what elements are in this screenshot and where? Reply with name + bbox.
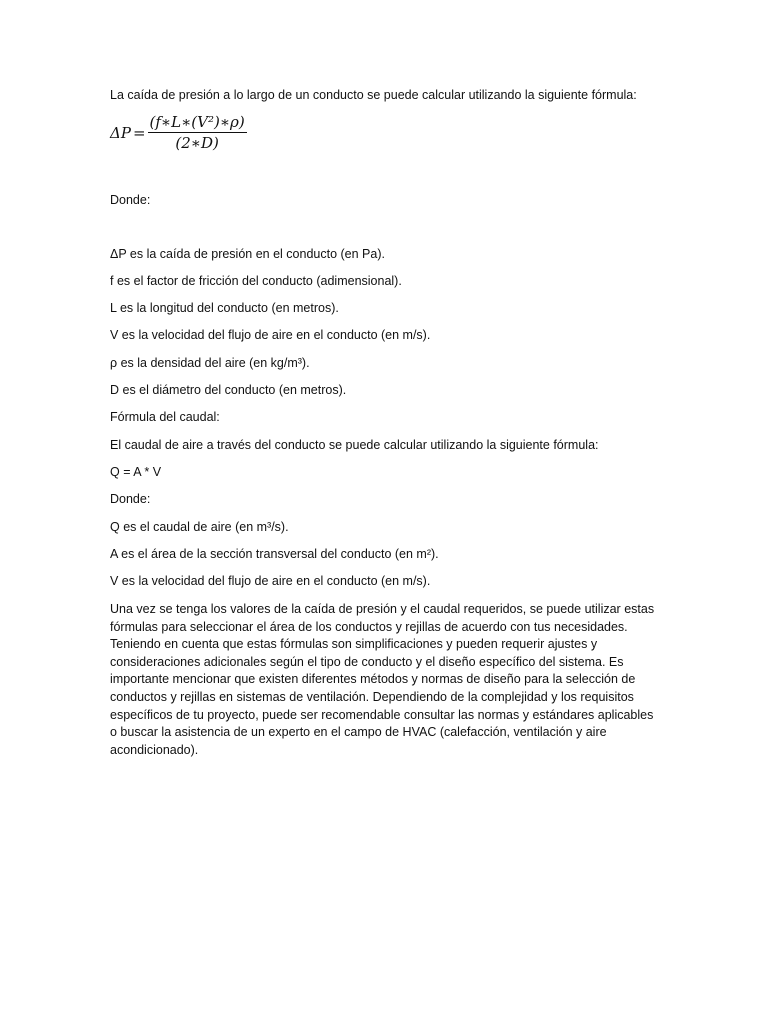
closing-paragraph: Una vez se tenga los valores de la caída de presión y el caudal requeridos, se puede utilizar estas fórmulas para seleccionar el área de los conductos y rejillas de acuerdo con tus necesidades. Teniendo en cuenta que estas fórmulas son simplificaciones y pueden requerir ajustes y consideraciones adicionales según el tipo de conducto y el diseño específico del sistema. Es importante mencionar que existen diferentes métodos y normas de diseño para la selección de conductos y rejillas en sistemas de ventilación. Dependiendo de la complejidad y los requisitos específicos de tu proyecto, puede ser recomendable consultar las normas y estándares aplicables o buscar la asistencia de un experto en el campo de HVAC (calefacción, ventilación y aire acondicionado).: [110, 602, 655, 757]
formula-denominator: (2∗D): [175, 134, 219, 152]
donde-label-1: Donde:: [110, 193, 151, 207]
caudal-definition-item: Q es el caudal de aire (en m³/s).: [110, 520, 289, 534]
formula-fraction: [148, 113, 247, 152]
caudal-formula: Q = A * V: [110, 465, 162, 479]
formula-equals: =: [132, 123, 146, 142]
caudal-definition-item: A es el área de la sección transversal del conducto (en m²).: [110, 547, 439, 561]
formula-lhs: ΔP: [110, 123, 131, 142]
definition-item: L es la longitud del conducto (en metros).: [110, 301, 339, 315]
definition-item: ΔP es la caída de presión en el conducto (en Pa).: [110, 247, 385, 261]
intro-text: La caída de presión a lo largo de un conducto se puede calcular utilizando la siguiente fórmula:: [110, 88, 637, 102]
pressure-drop-formula: [110, 113, 247, 152]
definition-item: f es el factor de fricción del conducto (adimensional).: [110, 274, 402, 288]
caudal-definition-item: V es la velocidad del flujo de aire en el conducto (en m/s).: [110, 574, 431, 588]
caudal-intro: El caudal de aire a través del conducto se puede calcular utilizando la siguiente fórmula:: [110, 438, 599, 452]
definition-item: D es el diámetro del conducto (en metros).: [110, 383, 347, 397]
definition-item: V es la velocidad del flujo de aire en el conducto (en m/s).: [110, 328, 431, 342]
donde-label-2: Donde:: [110, 492, 151, 506]
caudal-heading: Fórmula del caudal:: [110, 410, 220, 424]
definition-item: ρ es la densidad del aire (en kg/m³).: [110, 356, 310, 370]
formula-numerator: (f∗L∗(V²)∗ρ): [149, 113, 245, 131]
